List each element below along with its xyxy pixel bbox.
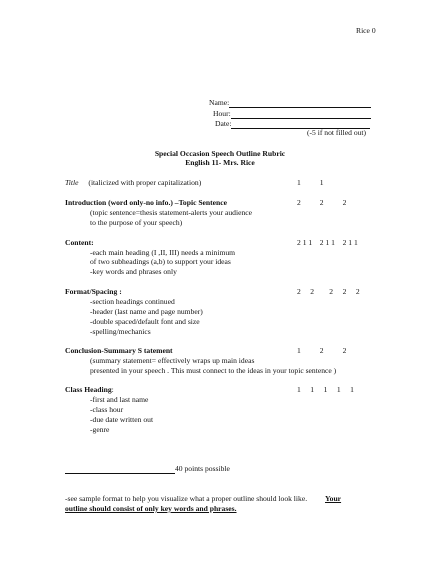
row-heading: Introduction (word only-no info.) –Topic Sentence: [65, 198, 228, 207]
hour-label: Hour:: [213, 109, 231, 118]
row-line: -spelling/mechanics: [90, 327, 151, 336]
row-line: to the purpose of your speech): [90, 218, 183, 227]
page-header-label: Rice 0: [356, 26, 376, 35]
rubric-subtitle: English 11- Mrs. Rice: [185, 158, 255, 167]
footer-note: [65, 494, 341, 504]
row-line: -header (last name and page number): [90, 307, 203, 316]
row-points: 2 1 1 2 1 1 2 1 1: [297, 238, 358, 247]
row-line: (summary statement= effectively wraps up main ideas: [90, 356, 255, 365]
row-line: -due date written out: [90, 415, 154, 424]
footer-emphasis-1: Your: [325, 494, 342, 503]
footer-emphasis-2: outline should consist of only key words and phrases.: [65, 504, 237, 513]
name-label: Name:: [209, 98, 230, 107]
row-line: -class hour: [90, 405, 124, 414]
rubric-title: Special Occasion Speech Outline Rubric: [154, 149, 286, 158]
row-heading: Format/Spacing :: [65, 287, 122, 296]
row-line: -genre: [90, 425, 110, 434]
row-line: (topic sentence=thesis statement-alerts your audience: [90, 208, 253, 217]
row-heading: Class Heading: [65, 385, 112, 394]
row-desc: :: [111, 385, 114, 394]
row-line: -key words and phrases only: [90, 267, 177, 276]
row-heading: Title: [65, 178, 79, 187]
hour-line[interactable]: [231, 110, 371, 119]
row-line: -each main heading (I ,II, III) needs a minimum: [90, 248, 236, 257]
rubric-row-class-heading: [65, 385, 114, 395]
name-field[interactable]: [209, 98, 371, 108]
rubric-row-title: [65, 178, 201, 188]
date-label: Date:: [215, 119, 232, 128]
row-heading: Content:: [65, 238, 94, 247]
row-heading: Conclusion-Summary S tatement: [65, 346, 173, 355]
total-score-line[interactable]: [65, 465, 175, 474]
hour-field[interactable]: [213, 109, 371, 119]
row-line: -section headings continued: [90, 297, 175, 306]
row-line: -first and last name: [90, 395, 149, 404]
row-points: 1 1: [297, 178, 324, 187]
row-desc: (italicized with proper capitalization): [88, 178, 202, 187]
row-points: 1 1 1 1 1: [297, 385, 354, 394]
footer-note-text: -see sample format to help you visualize what a proper outline should look like.: [65, 494, 308, 503]
total-points: [65, 464, 230, 474]
total-points-label: 40 points possible: [175, 464, 230, 473]
row-line: of two subheadings (a,b) to support your ideas: [90, 257, 231, 266]
row-points: 1 2 2: [297, 346, 347, 355]
name-line[interactable]: [229, 99, 371, 108]
penalty-note: (-5 if not filled out): [307, 128, 367, 137]
row-line: presented in your speech . This must connect to the ideas in your topic sentence ): [90, 366, 337, 375]
row-points: 2 2 2 2 2: [297, 287, 360, 296]
row-points: 2 2 2: [297, 198, 347, 207]
row-line: -double spaced/default font and size: [90, 317, 200, 326]
